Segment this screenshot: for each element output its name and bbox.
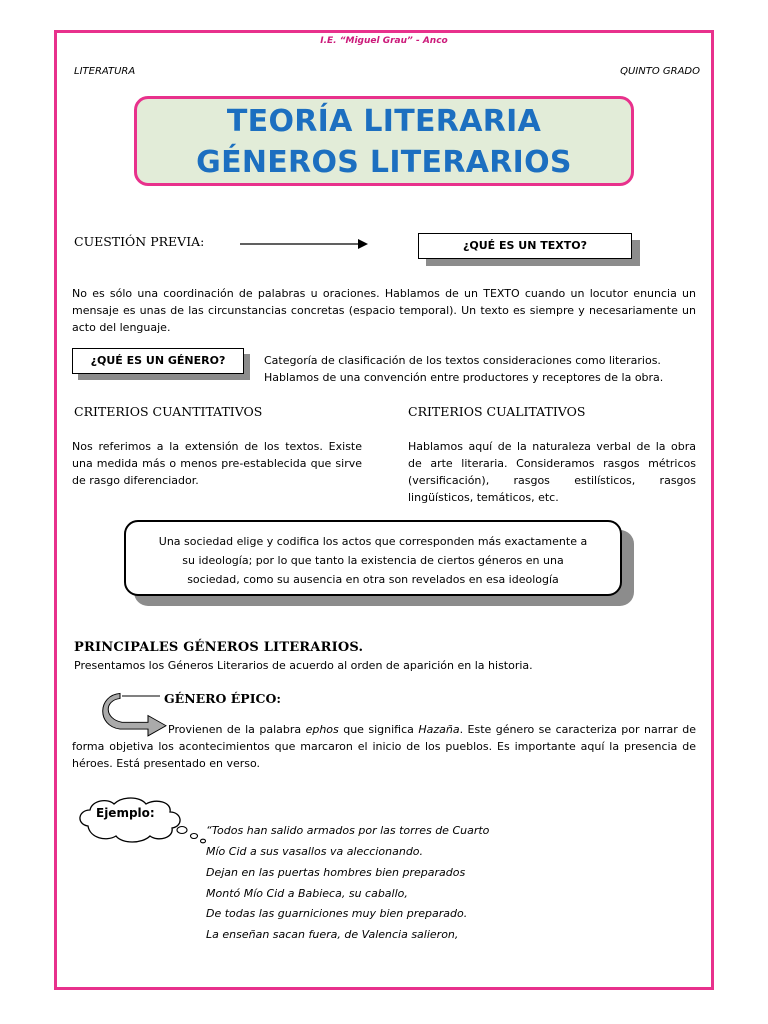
epico-ephos: ephos <box>305 723 339 736</box>
criterios-cualitativos-text: Hablamos aquí de la naturaleza verbal de la obra de arte literaria. Consideramos rasgos métricos (versificación), rasgos estilísticos, rasgos lingüísticos, temáticos, etc. <box>408 440 696 504</box>
texto-definition: No es sólo una coordinación de palabras u oraciones. Hablamos de un TEXTO cuando un locutor enuncia un mensaje es unas de las circunstancias concretas (espacio temporal). Un texto es siempre y necesariamente un acto del lenguaje. <box>72 287 696 334</box>
criterios-cualitativos-title: CRITERIOS CUALITATIVOS <box>408 404 586 419</box>
principales-generos-subtitle: Presentamos los Géneros Literarios de acuerdo al orden de aparición en la historia. <box>74 659 533 672</box>
genero-definition <box>264 352 694 386</box>
criterios-cuantitativos-title: CRITERIOS CUANTITATIVOS <box>74 404 263 419</box>
epico-hazana: Hazaña <box>418 723 460 736</box>
poem-line: “Todos han salido armados por las torres de Cuarto <box>206 824 490 837</box>
que-es-genero-box: ¿QUÉ ES UN GÉNERO? <box>72 348 244 374</box>
page-title: TEORÍA LITERARIA <box>226 104 542 139</box>
genero-epico-text <box>72 721 696 772</box>
poem-line: La enseñan sacan fuera, de Valencia salieron, <box>206 928 459 941</box>
quote-line2: su ideología; por lo que tanto la existencia de ciertos géneros en una <box>182 554 564 567</box>
epico-text-b: que significa <box>338 723 419 736</box>
criterios-cuantitativos-text: Nos referimos a la extensión de los textos. Existe una medida más o menos pre-establecida que sirve de rasgo diferenciador. <box>72 440 362 487</box>
school-name: I.E. “Miguel Grau” - Anco <box>320 36 448 46</box>
cuestion-previa-label: CUESTIÓN PREVIA: <box>74 234 205 249</box>
right-arrow-icon <box>240 236 370 252</box>
cloud-icon <box>74 796 214 846</box>
que-es-texto-box: ¿QUÉ ES UN TEXTO? <box>418 233 632 259</box>
poem-line: Montó Mío Cid a Babieca, su caballo, <box>206 887 408 900</box>
page-subtitle: GÉNEROS LITERARIOS <box>196 145 572 180</box>
epico-text-c: . Este género se caracteriza por narrar de forma objetiva los acontecimientos que marcaron el inicio de los pueblos. Es importante aquí la presencia de héroes. Está presentado en verso. <box>72 723 696 770</box>
principales-generos-title: PRINCIPALES GÉNEROS LITERARIOS. <box>74 640 364 655</box>
poem-line: Mío Cid a sus vasallos va aleccionando. <box>206 845 424 858</box>
poem-line: De todas las guarniciones muy bien preparado. <box>206 907 468 920</box>
genero-definition-line2: Hablamos de una convención entre productores y receptores de la obra. <box>264 371 664 384</box>
genero-definition-line1: Categoría de clasificación de los textos consideraciones como literarios. <box>264 354 661 367</box>
quote-text <box>130 532 616 589</box>
poem-line: Dejan en las puertas hombres bien preparados <box>206 866 466 879</box>
subject-label: LITERATURA <box>74 66 136 77</box>
ejemplo-label: Ejemplo: <box>96 806 155 820</box>
genero-epico-title: GÉNERO ÉPICO: <box>164 691 282 706</box>
quote-line3: sociedad, como su ausencia en otra son revelados en esa ideología <box>187 573 559 586</box>
grade-label: QUINTO GRADO <box>620 66 700 77</box>
epico-text-a: Provienen de la palabra <box>168 723 306 736</box>
quote-line1: Una sociedad elige y codifica los actos que corresponden más exactamente a <box>158 535 588 548</box>
